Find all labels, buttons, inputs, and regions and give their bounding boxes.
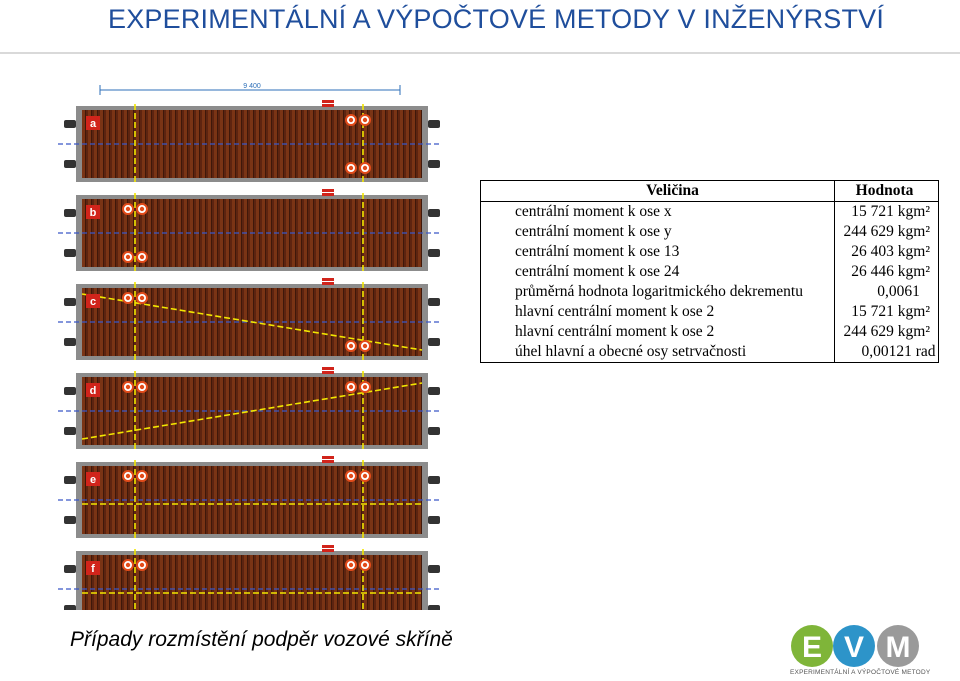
bumper [428, 209, 440, 217]
bumper [428, 605, 440, 610]
bumper [428, 120, 440, 128]
support-core [349, 166, 353, 170]
logo-subtitle: EXPERIMENTÁLNÍ A VÝPOČTOVÉ METODY [790, 669, 931, 676]
bumper [64, 160, 76, 168]
dimension-label: 9 400 [243, 83, 261, 90]
center-marker [322, 456, 334, 459]
support-core [363, 118, 367, 122]
center-marker [322, 100, 334, 103]
wagon-panel-d [58, 367, 440, 451]
support-core [140, 207, 144, 211]
panel-label: c [89, 296, 97, 308]
row-name: centrální moment k ose y [481, 222, 835, 242]
bumper [64, 120, 76, 128]
evm-logo-mark [790, 622, 930, 670]
wagon-panel-b [58, 189, 440, 273]
support-core [349, 385, 353, 389]
wagon-panel-e [58, 456, 440, 540]
panel-label: d [89, 385, 97, 397]
row-name: centrální moment k ose x [481, 202, 835, 223]
support-core [349, 474, 353, 478]
column-header-value: Hodnota [835, 181, 939, 202]
center-marker [322, 193, 334, 196]
support-core [126, 207, 130, 211]
wagon-panel-c [58, 278, 440, 362]
row-value: 244 629 kgm² [843, 323, 930, 340]
support-core [140, 474, 144, 478]
table-row [481, 322, 938, 342]
center-marker [322, 104, 334, 107]
support-core [363, 166, 367, 170]
bumper [64, 338, 76, 346]
column-header-quantity: Veličina [481, 181, 835, 202]
center-marker [322, 371, 334, 374]
row-value: 26 446 kgm² [851, 263, 930, 280]
center-marker [322, 189, 334, 192]
support-core [126, 255, 130, 259]
table-row [481, 282, 938, 302]
title-divider [0, 52, 960, 54]
evm-logo [790, 622, 930, 678]
panel-label: e [89, 474, 97, 486]
support-core [126, 563, 130, 567]
table-row [481, 222, 938, 242]
support-core [349, 563, 353, 567]
support-core [126, 296, 130, 300]
center-marker [322, 460, 334, 463]
page-title: EXPERIMENTÁLNÍ A VÝPOČTOVÉ METODY V INŽENÝRSTVÍ [108, 4, 885, 34]
table-row [481, 342, 938, 362]
row-name: hlavní centrální moment k ose 2 [481, 302, 835, 322]
svg-text:M: M [885, 631, 911, 664]
bumper [64, 387, 76, 395]
row-name: centrální moment k ose 13 [481, 242, 835, 262]
support-core [140, 296, 144, 300]
support-core [140, 563, 144, 567]
bumper [64, 249, 76, 257]
support-core [363, 344, 367, 348]
bumper [428, 249, 440, 257]
bumper [428, 298, 440, 306]
support-layout-drawing [40, 80, 440, 610]
bumper [64, 605, 76, 610]
bumper [64, 476, 76, 484]
center-marker [322, 549, 334, 552]
center-marker [322, 278, 334, 281]
row-value: 244 629 kgm² [843, 223, 930, 240]
support-core [363, 474, 367, 478]
center-marker [322, 282, 334, 285]
bumper [428, 338, 440, 346]
support-core [349, 344, 353, 348]
support-core [349, 118, 353, 122]
wagon-panel-a [58, 100, 440, 184]
row-value: 26 403 kgm² [851, 243, 930, 260]
bumper [428, 516, 440, 524]
support-core [140, 385, 144, 389]
bumper [428, 565, 440, 573]
support-core [363, 563, 367, 567]
dimension-line [100, 83, 400, 95]
bumper [64, 516, 76, 524]
svg-text:E: E [801, 631, 823, 664]
table-row [481, 202, 938, 223]
wagon-panel-f [58, 545, 440, 610]
row-name: úhel hlavní a obecné osy setrvačnosti [481, 342, 835, 362]
support-core [140, 255, 144, 259]
bumper [64, 209, 76, 217]
support-core [363, 385, 367, 389]
center-marker [322, 545, 334, 548]
row-name: hlavní centrální moment k ose 2 [481, 322, 835, 342]
moments-table [480, 180, 939, 363]
row-value: 0,0061 [877, 283, 920, 300]
row-name: centrální moment k ose 24 [481, 262, 835, 282]
bumper [428, 476, 440, 484]
bumper [64, 298, 76, 306]
row-name: průměrná hodnota logaritmického dekrementu [481, 282, 835, 302]
bumper [428, 387, 440, 395]
panel-label: f [91, 563, 95, 575]
center-marker [322, 367, 334, 370]
row-value: 15 721 kgm² [851, 303, 930, 320]
bumper [428, 427, 440, 435]
panel-label: a [89, 118, 97, 130]
bumper [64, 427, 76, 435]
table-row [481, 262, 938, 282]
panel-label: b [89, 207, 97, 219]
table-row [481, 242, 938, 262]
table-row [481, 302, 938, 322]
figure-caption: Případy rozmístění podpěr vozové skříně [70, 628, 453, 651]
bumper [428, 160, 440, 168]
support-core [126, 385, 130, 389]
bumper [64, 565, 76, 573]
row-value: 15 721 kgm² [851, 203, 930, 220]
svg-text:V: V [843, 631, 865, 664]
row-value: 0,00121 rad [861, 343, 936, 360]
support-core [126, 474, 130, 478]
